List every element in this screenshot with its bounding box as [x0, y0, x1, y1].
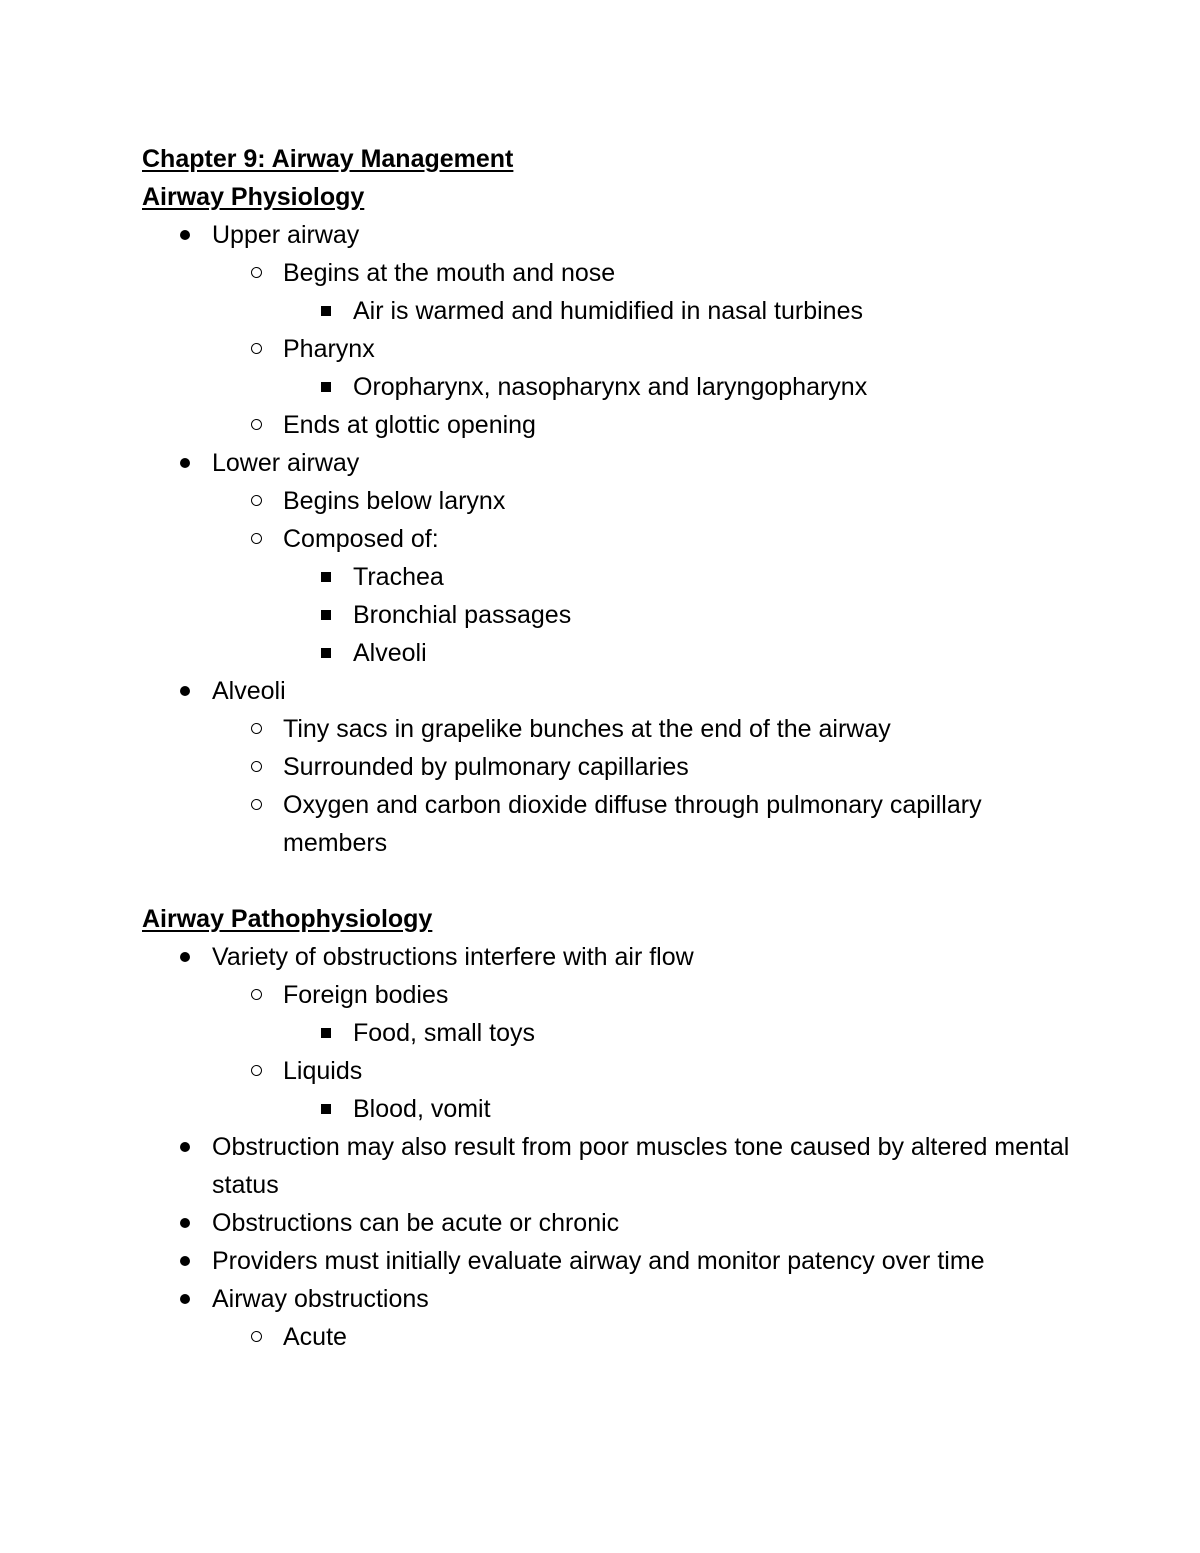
bullet-circle-icon — [246, 406, 266, 444]
section-heading: Airway Pathophysiology — [142, 905, 433, 933]
list-item-text: Food, small toys — [353, 1019, 536, 1047]
bullet-dot-icon — [175, 216, 195, 254]
bullet-dot-icon — [175, 672, 195, 710]
list-item — [142, 216, 1082, 254]
list-item — [142, 976, 1082, 1014]
bullet-dot-icon — [175, 1128, 195, 1166]
bullet-circle-icon — [246, 482, 266, 520]
bullet-square-icon — [316, 634, 336, 672]
list-item-text: Trachea — [353, 563, 444, 591]
list-item — [142, 634, 1082, 672]
list-item — [142, 1280, 1082, 1318]
bullet-square-icon — [316, 292, 336, 330]
list-item-text: Obstruction may also result from poor muscles tone caused by altered mental status — [212, 1133, 1070, 1199]
list-item — [142, 1128, 1082, 1204]
list-item — [142, 710, 1082, 748]
list-item — [142, 292, 1082, 330]
bullet-square-icon — [316, 1090, 336, 1128]
list-item — [142, 444, 1082, 482]
bullet-square-icon — [316, 596, 336, 634]
list-item-text: Begins below larynx — [283, 487, 506, 515]
list-item-text: Lower airway — [212, 449, 360, 477]
list-item-text: Alveoli — [212, 677, 286, 705]
list-item — [142, 786, 1082, 862]
list-item-text: Providers must initially evaluate airway and monitor patency over time — [212, 1247, 985, 1275]
bullet-circle-icon — [246, 786, 266, 824]
list-item — [142, 254, 1082, 292]
bullet-circle-icon — [246, 710, 266, 748]
section-heading: Airway Physiology — [142, 183, 365, 211]
list-item — [142, 1090, 1082, 1128]
document-body — [142, 140, 1082, 1356]
bullet-list — [142, 216, 1082, 862]
section-spacer — [142, 862, 1082, 900]
bullet-circle-icon — [246, 748, 266, 786]
list-item-text: Air is warmed and humidified in nasal turbines — [353, 297, 863, 325]
list-item — [142, 748, 1082, 786]
list-item — [142, 368, 1082, 406]
list-item — [142, 406, 1082, 444]
list-item-text: Pharynx — [283, 335, 375, 363]
bullet-list — [142, 938, 1082, 1356]
list-item-text: Obstructions can be acute or chronic — [212, 1209, 620, 1237]
list-item-text: Tiny sacs in grapelike bunches at the end of the airway — [283, 715, 891, 743]
bullet-circle-icon — [246, 1318, 266, 1356]
bullet-dot-icon — [175, 1204, 195, 1242]
list-item-text: Bronchial passages — [353, 601, 572, 629]
list-item — [142, 1052, 1082, 1090]
list-item-text: Surrounded by pulmonary capillaries — [283, 753, 689, 781]
list-item-text: Oxygen and carbon dioxide diffuse through pulmonary capillary members — [283, 791, 982, 857]
bullet-dot-icon — [175, 938, 195, 976]
list-item — [142, 672, 1082, 710]
bullet-circle-icon — [246, 254, 266, 292]
list-item-text: Blood, vomit — [353, 1095, 491, 1123]
list-item — [142, 520, 1082, 558]
bullet-dot-icon — [175, 444, 195, 482]
list-item-text: Oropharynx, nasopharynx and laryngopharynx — [353, 373, 868, 401]
list-item-text: Begins at the mouth and nose — [283, 259, 616, 287]
bullet-square-icon — [316, 558, 336, 596]
list-item-text: Acute — [283, 1323, 347, 1351]
list-item-text: Upper airway — [212, 221, 360, 249]
list-item-text: Alveoli — [353, 639, 427, 667]
list-item-text: Foreign bodies — [283, 981, 449, 1009]
list-item — [142, 558, 1082, 596]
bullet-circle-icon — [246, 1052, 266, 1090]
list-item — [142, 1242, 1082, 1280]
list-item-text: Ends at glottic opening — [283, 411, 536, 439]
list-item — [142, 1204, 1082, 1242]
list-item — [142, 482, 1082, 520]
bullet-square-icon — [316, 1014, 336, 1052]
bullet-circle-icon — [246, 330, 266, 368]
bullet-square-icon — [316, 368, 336, 406]
list-item-text: Composed of: — [283, 525, 439, 553]
list-item — [142, 1014, 1082, 1052]
list-item — [142, 596, 1082, 634]
list-item — [142, 938, 1082, 976]
list-item-text: Variety of obstructions interfere with air flow — [212, 943, 694, 971]
list-item — [142, 1318, 1082, 1356]
bullet-circle-icon — [246, 976, 266, 1014]
chapter-title: Chapter 9: Airway Management — [142, 145, 514, 173]
list-item-text: Airway obstructions — [212, 1285, 429, 1313]
list-item-text: Liquids — [283, 1057, 363, 1085]
bullet-dot-icon — [175, 1280, 195, 1318]
bullet-dot-icon — [175, 1242, 195, 1280]
bullet-circle-icon — [246, 520, 266, 558]
list-item — [142, 330, 1082, 368]
